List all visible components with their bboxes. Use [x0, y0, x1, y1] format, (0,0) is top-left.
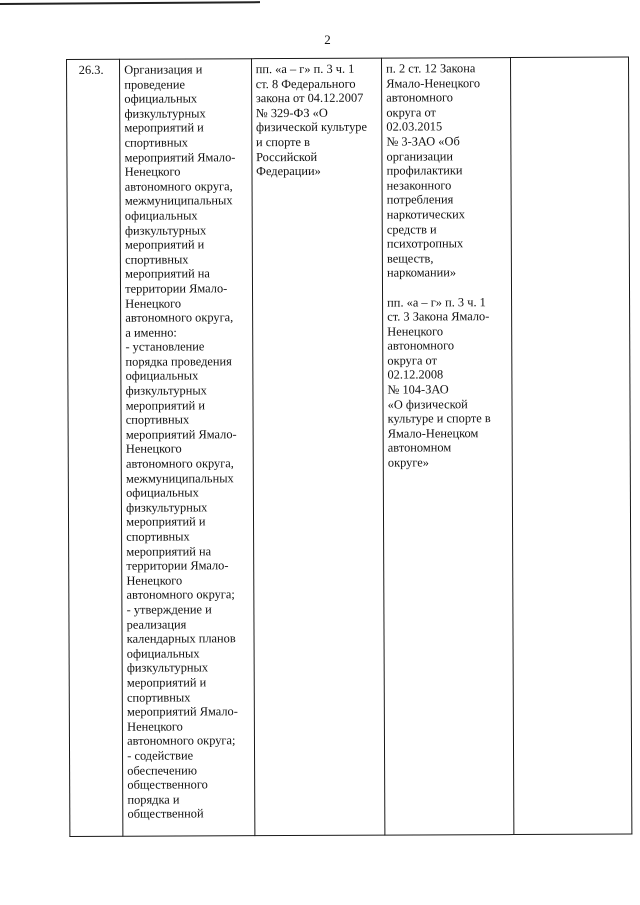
description-line: порядка и [127, 792, 180, 807]
regional-law-line: автономного [387, 338, 455, 353]
description-line: Организация и [124, 62, 203, 77]
description-line: общественного [127, 777, 208, 792]
description-line: мероприятий на [126, 543, 212, 559]
description-line: мероприятий Ямало- [125, 427, 237, 442]
regional-law-line: наркомании» [386, 265, 457, 280]
table-row [67, 57, 632, 836]
federal-law-line: закона от 04.12.2007 [255, 90, 364, 106]
description-line: спортивных [126, 529, 190, 544]
regional-law-line: 02.12.2008 [387, 367, 444, 383]
federal-law-line: № 329-ФЗ «О [255, 105, 328, 120]
description-line: а именно: [125, 325, 177, 340]
description-line: физкультурных [124, 222, 207, 238]
description-line: Ненецкого [125, 296, 182, 311]
regional-law-line: Ненецкого [387, 324, 444, 339]
description-line: автономного округа; [127, 733, 236, 749]
description-line: автономного округа; [126, 587, 235, 603]
description-line: Ненецкого [126, 573, 183, 588]
description-line: обеспечению [127, 762, 198, 778]
regional-law-line: № 104-ЗАО [387, 382, 449, 397]
regional-law-line: округа от [387, 353, 438, 368]
description-line: календарных планов [126, 631, 236, 646]
description-line: общественной [127, 806, 204, 822]
description-line: Ненецкого [124, 164, 181, 179]
page-number: 2 [324, 32, 331, 47]
regional-law-line: ст. 3 Закона Ямало- [387, 309, 490, 324]
description-line: территории Ямало- [125, 281, 228, 296]
regional-law-line: потребления [386, 192, 454, 207]
description-line: мероприятий и [124, 120, 204, 136]
regional-law-cell [382, 58, 514, 836]
description-line: автономного округа, [124, 179, 233, 194]
regional-law-line: психотропных [386, 236, 464, 251]
regional-law-line: профилактики [386, 163, 463, 178]
description-line: официальных [125, 368, 199, 384]
regional-law-line: культуре и спорте в [387, 411, 491, 426]
federal-law-line: и спорте в [255, 134, 310, 150]
regional-law-line: автономного [386, 90, 454, 105]
reference-gap [387, 280, 508, 295]
federal-law-reference [256, 62, 379, 179]
regional-law-line: № 3-ЗАО «Об [386, 134, 460, 149]
description-line: физкультурных [124, 106, 206, 121]
description-line: мероприятий Ямало- [124, 149, 236, 165]
regional-law-line: незаконного [386, 178, 452, 193]
description-line: физкультурных [126, 500, 208, 515]
regional-law-line: наркотических [386, 207, 465, 222]
description-line: - содействие [127, 748, 194, 763]
description-line: порядка проведения [125, 354, 232, 369]
regional-law-line: пп. «а – г» п. 3 ч. 1 [387, 294, 486, 310]
description-line: межмуниципальных [124, 193, 233, 209]
regional-law-line: «О физической [387, 396, 468, 412]
description-line: мероприятий на [125, 266, 210, 282]
regional-law-reference-2 [387, 295, 508, 471]
description-line: физкультурных [126, 660, 209, 676]
description-line: проведение [124, 77, 186, 92]
regional-law-line: средств и [386, 221, 437, 237]
description-line: спортивных [124, 135, 188, 150]
regional-law-line: веществ, [386, 251, 434, 266]
description-line: официальных [124, 91, 198, 106]
description-line: мероприятий и [126, 675, 207, 690]
description-line: физкультурных [125, 383, 207, 398]
empty-cell [510, 57, 632, 835]
federal-law-line: ст. 8 Федерального [255, 76, 356, 91]
regional-law-line: автономном [387, 440, 452, 456]
description-line: мероприятий Ямало- [127, 704, 238, 719]
description-line: официальных [124, 208, 198, 223]
federal-law-line: пп. «а – г» п. 3 ч. 1 [255, 61, 355, 77]
powers-table [66, 57, 632, 837]
scan-edge-line [0, 1, 260, 5]
description-line: официальных [126, 485, 199, 500]
federal-law-cell [251, 58, 385, 836]
description-line: официальных [126, 646, 200, 661]
description-line: Ненецкого [125, 441, 182, 457]
description-line: автономного округа, [125, 456, 234, 471]
description-line: мероприятий и [124, 237, 205, 252]
regional-law-line: п. 2 ст. 12 Закона [386, 61, 476, 76]
row-number: 26.3. [78, 62, 104, 77]
row-number-cell [67, 59, 124, 836]
regional-law-line: Ямало-Ненецкого [386, 75, 481, 91]
federal-law-line: физической культуре [255, 120, 368, 135]
description-line: межмуниципальных [125, 470, 234, 486]
description-line: спортивных [125, 412, 190, 427]
regional-law-line: 02.03.2015 [386, 119, 443, 134]
regional-law-reference-1 [386, 61, 507, 280]
federal-law-line: Российской [256, 149, 318, 164]
regional-law-line: округе» [387, 455, 429, 470]
regional-law-line: организации [386, 148, 454, 164]
federal-law-line: Федерации» [256, 164, 321, 179]
description-line: - установление [125, 339, 205, 355]
regional-law-line: Ямало-Ненецком [387, 426, 479, 441]
document-table-wrapper [66, 57, 632, 837]
description-line: автономного округа, [125, 310, 234, 325]
regional-law-line: округа от [386, 105, 436, 120]
description-line: Ненецкого [127, 719, 183, 734]
power-description [124, 62, 251, 821]
description-line: мероприятий и [125, 398, 206, 413]
power-description-cell [120, 59, 255, 837]
description-line: мероприятий и [126, 514, 206, 530]
description-line: реализация [126, 617, 187, 632]
description-line: территории Ямало- [126, 558, 229, 573]
description-line: спортивных [126, 689, 191, 705]
description-line: - утверждение и [126, 602, 212, 617]
description-line: спортивных [125, 252, 189, 267]
